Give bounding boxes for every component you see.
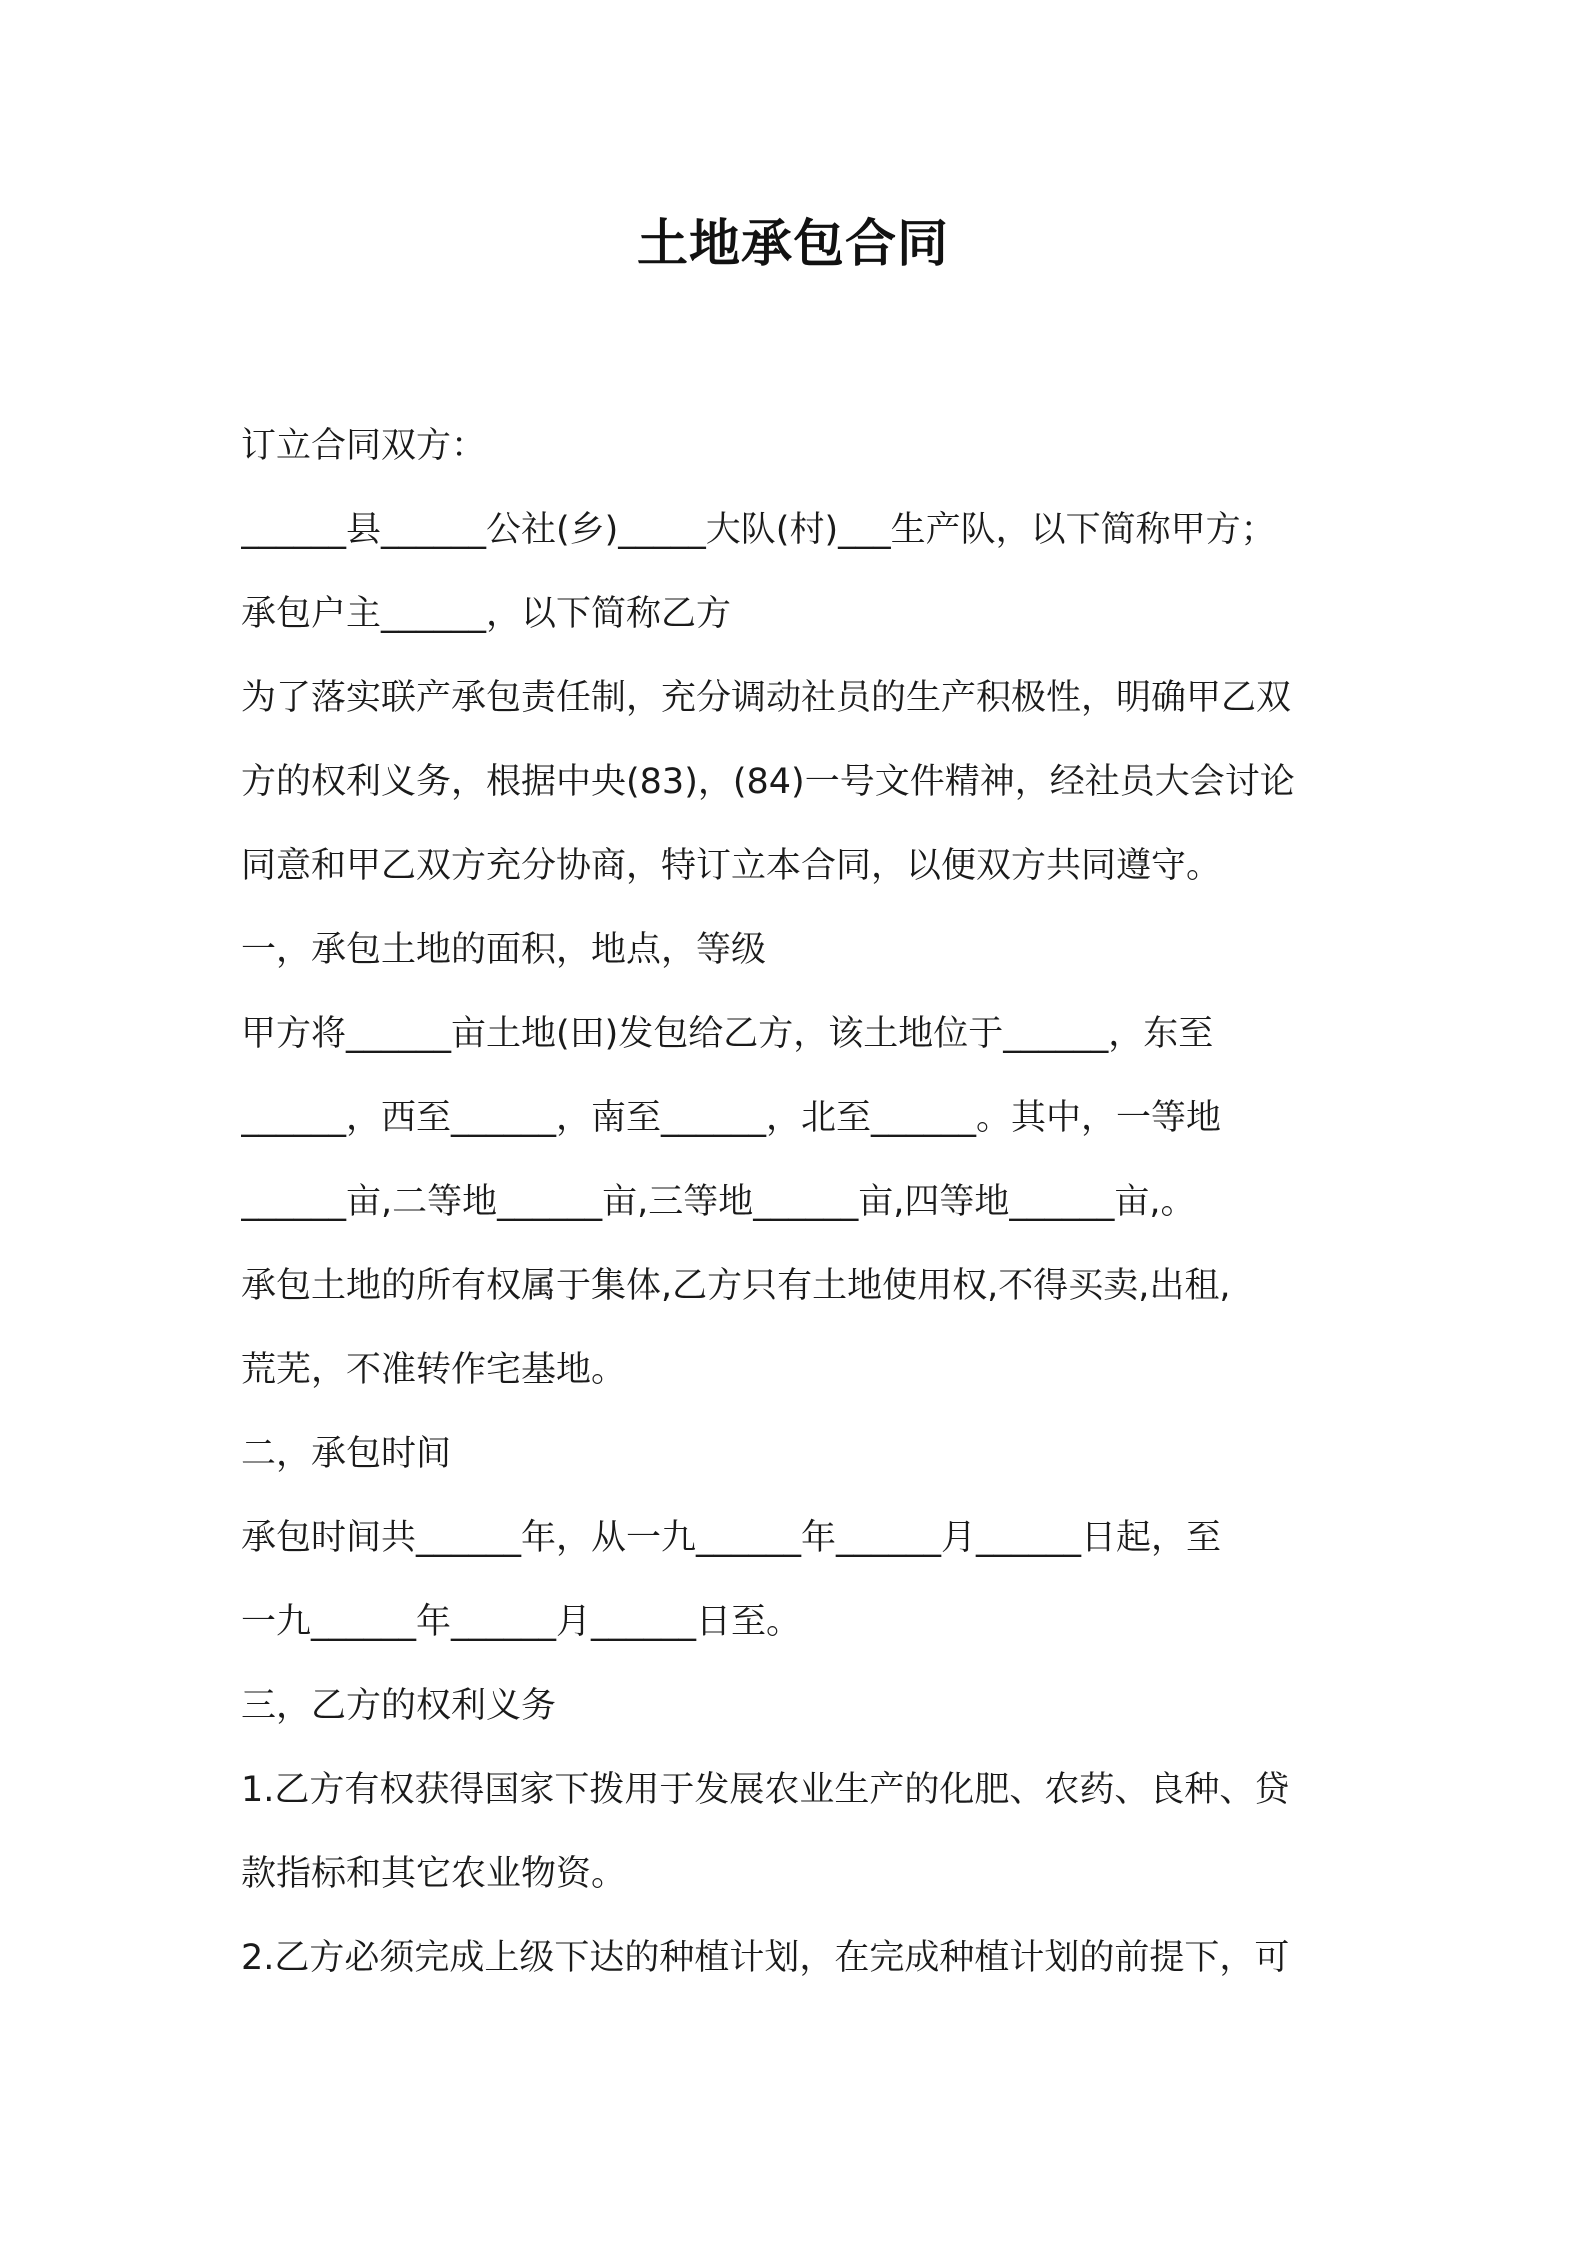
section-1-line: 荒芜，不准转作宅基地。	[241, 1350, 627, 1390]
parties-heading: 订立合同双方：	[241, 426, 487, 466]
preamble-line: 同意和甲乙双方充分协商，特订立本合同，以便双方共同遵守。	[241, 846, 1222, 886]
section-1-heading: 一，承包土地的面积，地点，等级	[241, 930, 767, 970]
section-1-line: 承包土地的所有权属于集体,乙方只有土地使用权,不得买卖,出租,	[241, 1266, 1231, 1306]
document-body	[241, 404, 1371, 2000]
section-1-line: 甲方将______亩土地(田)发包给乙方，该土地位于______，东至	[241, 1014, 1214, 1054]
section-3-line: 1.乙方有权获得国家下拨用于发展农业生产的化肥、农药、良种、贷	[241, 1770, 1290, 1810]
section-2-line: 承包时间共______年，从一九______年______月______日起，至	[241, 1518, 1222, 1558]
document-title: 土地承包合同	[636, 215, 949, 274]
section-2-line: 一九______年______月______日至。	[241, 1602, 802, 1642]
section-3-line: 款指标和其它农业物资。	[241, 1854, 627, 1894]
party-b-line: 承包户主______，以下简称乙方	[241, 594, 732, 634]
section-3-line: 2.乙方必须完成上级下达的种植计划，在完成种植计划的前提下，可	[241, 1938, 1290, 1978]
section-1-line: ______亩,二等地______亩,三等地______亩,四等地______亩,。	[241, 1182, 1196, 1222]
preamble-line: 为了落实联产承包责任制，充分调动社员的生产积极性，明确甲乙双	[241, 678, 1292, 718]
section-3-heading: 三，乙方的权利义务	[241, 1686, 557, 1726]
party-a-line: ______县______公社(乡)_____大队(村)___生产队，以下简称甲方；	[241, 510, 1276, 550]
preamble-line: 方的权利义务，根据中央(83)，(84)一号文件精神，经社员大会讨论	[241, 762, 1295, 802]
section-2-heading: 二，承包时间	[241, 1434, 452, 1474]
section-1-line: ______，西至______，南至______，北至______。其中，一等地	[241, 1098, 1222, 1138]
